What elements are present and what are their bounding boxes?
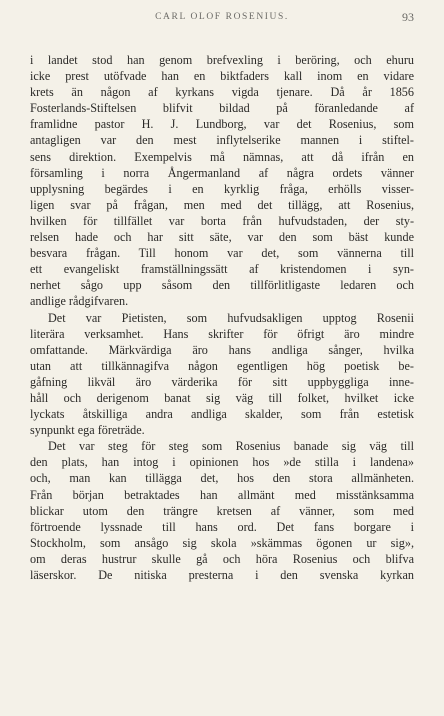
text-line: förtroende lyssnade till hans ord. Det fans borgare i — [30, 519, 414, 534]
running-title: CARL OLOF ROSENIUS. — [155, 12, 289, 22]
text-line: relsen hade och har sitt säte, var den som bäst kunde — [30, 230, 414, 245]
text-line: och, man kan tillägga det, hos den stora allmänheten. — [30, 471, 414, 486]
text-line: Fosterlands-Stiftelsen blifvit bildad på föranledande af — [30, 101, 414, 116]
text-line: andlige rådgifvaren. — [30, 294, 129, 309]
text-line: Det var Pietisten, som hufvudsakligen upptog Rosenii — [48, 310, 414, 325]
text-line: sens direktion. Exempelvis må nämnas, att då ifrån en — [30, 149, 414, 164]
text-line: utan att tillkännagifva någon egentligen hög poetisk be- — [30, 358, 414, 373]
text-line: ett evangeliskt framställningssätt af kristendomen i syn- — [30, 262, 414, 277]
running-head — [30, 10, 414, 32]
text-line: Det var steg för steg som Rosenius banade sig väg till — [48, 439, 414, 454]
text-line: omfattande. Märkvärdiga äro hans andliga sånger, hvilka — [30, 342, 414, 357]
text-line: upplysning begärdes i en kyrklig fråga, erhölls visser- — [30, 181, 414, 196]
text-line: lyckats åtskilliga andra andliga skalder, som från estetisk — [30, 407, 414, 422]
text-line: krets än någon af kyrkans vigda tjenare. Då år 1856 — [30, 85, 414, 100]
text-line: ligen svar på frågan, men med det tillägg, att Rosenius, — [30, 197, 414, 212]
text-line: icke prest utöfvade han en biktfaders kall inom en vidare — [30, 69, 414, 84]
text-line: Stockholm, som ansågo sig skola »skämmas ögonen ur sig», — [30, 535, 414, 550]
text-line: blickar utom den trängre kretsen af vänner, som med — [30, 503, 414, 518]
text-line: hvilken för tillfället var borta från hufvudstaden, der sty- — [30, 213, 414, 228]
body-text — [30, 52, 414, 583]
paragraph-2 — [30, 310, 414, 439]
text-line: synpunkt ega företräde. — [30, 423, 145, 438]
paragraph-1 — [30, 52, 414, 310]
text-line: Från början betraktades han allmänt med misstänksamma — [30, 487, 414, 502]
text-line: antagligen var den mest inflytelserike mannen i stiftel- — [30, 133, 414, 148]
text-line: besvara frågan. Till honom var det, som vännerna till — [30, 246, 414, 261]
text-line: nerhet sågo upp såsom den tillförlitligaste ledaren och — [30, 278, 414, 293]
page-number: 93 — [402, 10, 414, 24]
text-line: håll och derigenom banat sig väg till folket, hvilket icke — [30, 390, 414, 405]
text-line: framlidne pastor H. J. Lundborg, var det Rosenius, som — [30, 117, 414, 132]
text-line: den plats, han intog i opinionen hos »de stilla i landena» — [30, 455, 414, 470]
text-line: gåfning likväl äro värderika för sitt uppbyggliga inne- — [30, 374, 414, 389]
text-line: församling i norra Ångermanland af några ordets vänner — [30, 165, 414, 180]
text-line: om deras hustrur skulle gå och höra Rosenius och blifva — [30, 551, 414, 566]
text-line: i landet stod han genom brefvexling i beröring, och ehuru — [30, 53, 414, 67]
text-line: läserskor. De nitiska presterna i den svenska kyrkan — [30, 568, 414, 582]
paragraph-3 — [30, 438, 414, 583]
text-line: literära verksamhet. Hans skrifter för öfrigt äro mindre — [30, 326, 414, 341]
